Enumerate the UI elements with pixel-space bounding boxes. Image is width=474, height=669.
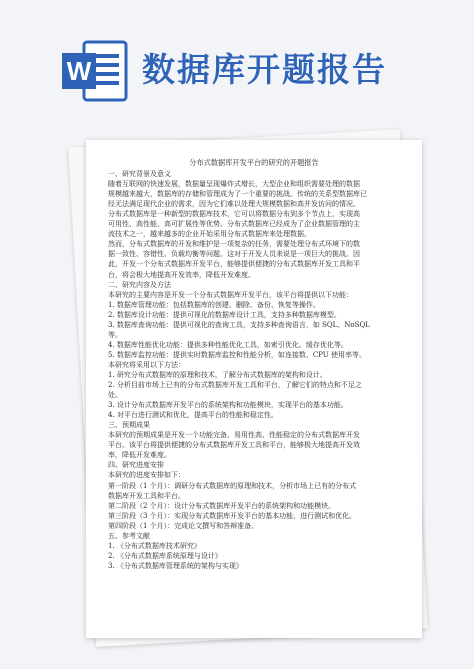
- document-line: 2. 分析目前市场上已有的分布式数据库开发工具和平台，了解它们的特点和不足之: [108, 381, 362, 390]
- document-body: [108, 158, 400, 571]
- document-line: 一、研究背景及意义: [108, 170, 171, 179]
- document-line: 1. 数据库管理功能：包括数据库的创建、删除、备份、恢复等操作。: [108, 300, 320, 309]
- document-line: 台，将会极大地提高开发效率，降低开发难度。: [108, 270, 255, 279]
- document-line: 3. 数据库查询功能：提供可视化的查询工具，支持多种查询语言，如 SQL、NoSQL: [108, 320, 370, 329]
- document-line: 分布式数据库是一种新型的数据库技术，它可以将数据分布到多个节点上，实现高: [108, 210, 360, 219]
- banner-title: 数据库开题报告: [142, 50, 387, 89]
- document-line: 三、预期成果: [108, 421, 150, 430]
- document-line: 可用性、高性能、高可扩展性等优势。分布式数据库已经成为了企业数据管理的主: [108, 220, 360, 229]
- document-line: 本研究的主要内容是开发一个分布式数据库开发平台，该平台将提供以下功能：: [108, 290, 353, 299]
- document-line: 4. 对平台进行测试和优化，提高平台的性能和稳定性。: [108, 411, 278, 420]
- document-lines: [108, 169, 400, 571]
- document-line: 本研究的预期成果是开发一个功能完备、易用性高、性能稳定的分布式数据库开发: [108, 431, 360, 440]
- document-line: 五、参考文献: [108, 531, 150, 540]
- document-line: 处。: [108, 391, 122, 400]
- document-line: 4. 数据库性能优化功能：提供多种性能优化工具，如索引优化、缓存优化等。: [108, 340, 348, 349]
- document-line: 数据库开发工具和平台。: [108, 491, 185, 500]
- document-line: 5. 数据库监控功能：提供实时数据库监控和性能分析，如连接数、CPU 使用率等。: [108, 350, 366, 359]
- document-line: 等。: [108, 330, 122, 339]
- document-line: 二、研究内容及方法: [108, 280, 171, 289]
- banner: [0, 0, 474, 118]
- document-line: 2. 数据库设计功能：提供可视化的数据库设计工具，支持多种数据库模型。: [108, 310, 341, 319]
- document-line: 四、研究进度安排: [108, 461, 164, 470]
- document-title: 分布式数据库开发平台的研究的开题报告: [189, 158, 319, 167]
- document-line: 流技术之一，越来越多的企业开始采用分布式数据库来处理数据。: [108, 230, 311, 239]
- document-line: 第三阶段（3 个月）：实现分布式数据库开发平台的基本功能，进行测试和优化。: [108, 511, 357, 520]
- document-line: 经无法满足现代企业的需求，因为它们难以处理大规模数据和高并发访问的情况。: [108, 200, 360, 209]
- document-line: 3. 设计分布式数据库开发平台的系统架构和功能模块，实现平台的基本功能。: [108, 401, 348, 410]
- document-line: 第二阶段（2 个月）：设计分布式数据库开发平台的系统架构和功能模块。: [108, 501, 336, 510]
- word-badge-letter: W: [66, 56, 92, 86]
- document-line: 本研究的进度安排如下：: [108, 471, 185, 480]
- document-line: 2. 《分布式数据库系统原理与设计》: [108, 551, 222, 560]
- document-line: 3. 《分布式数据库管理系统的架构与实现》: [108, 561, 243, 570]
- document-line: 1. 《分布式数据库技术研究》: [108, 541, 201, 550]
- word-document-icon: [62, 40, 128, 102]
- document-line: 第四阶段（1 个月）：完成论文撰写和答辩准备。: [108, 521, 259, 530]
- document-line: 据一致性、容错性、负载均衡等问题。这对于开发人员来说是一项巨大的挑战。因: [108, 250, 360, 259]
- document-line: 第一阶段（1 个月）：调研分布式数据库的原理和技术，分析市场上已有的分布式: [108, 481, 357, 490]
- document-line: 然而，分布式数据库的开发和维护是一项复杂的任务，需要处理分布式环境下的数: [108, 240, 360, 249]
- document-line: 平台。该平台将提供便捷的分布式数据库开发工具和平台，能够极大地提高开发效: [108, 441, 360, 450]
- document-line: 规模越来越大，数据库的存储和管理成为了一个重要的挑战。传统的关系型数据库已: [108, 190, 367, 199]
- document-line: 率，降低开发难度。: [108, 451, 171, 460]
- document-line: 此，开发一个分布式数据库开发平台，能够提供便捷的分布式数据库开发工具和平: [108, 260, 360, 269]
- document-line: 1. 研究分布式数据库的原理和技术，了解分布式数据库的架构和设计。: [108, 370, 327, 379]
- document-line: 随着互联网的快速发展，数据量呈现爆炸式增长，大型企业和组织需要处理的数据: [108, 180, 360, 189]
- document-line: 本研究将采用以下方法：: [108, 360, 185, 369]
